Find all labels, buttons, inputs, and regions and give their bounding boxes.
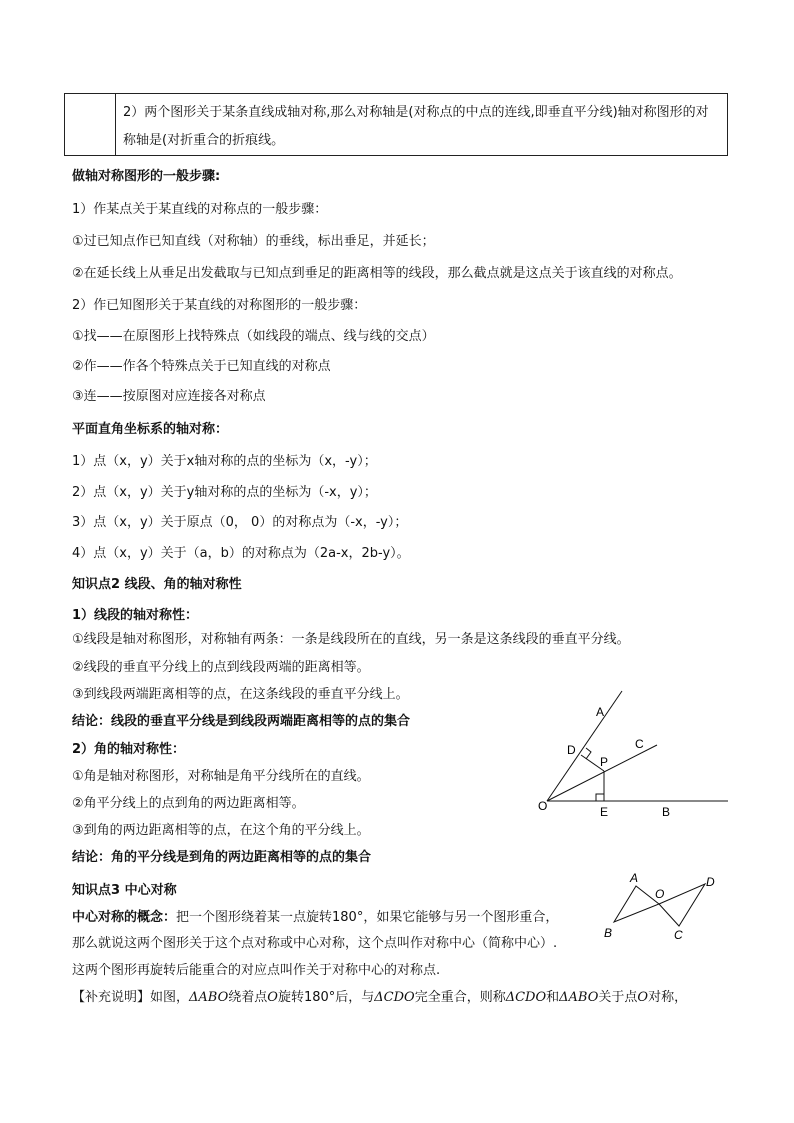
label-c: C xyxy=(635,737,644,751)
angle-bisector-figure xyxy=(530,685,735,825)
segment-item-b: ②线段的垂直平分线上的点到线段两端的距离相等。 xyxy=(72,660,370,675)
label-d: D xyxy=(567,743,576,757)
content-table xyxy=(64,93,728,156)
triangle-cdo: ΔCDO xyxy=(374,990,415,1005)
central-symmetry-figure xyxy=(600,868,725,943)
supplement-text: 对称， xyxy=(648,990,688,1005)
supplement-label: 【补充说明】 xyxy=(72,990,151,1005)
step2-item-b: ②作——作各个特殊点关于已知直线的对称点 xyxy=(72,359,331,374)
ray-oa xyxy=(547,691,622,801)
coord-rule-3: 3）点（x，y）关于原点（0， 0）的对称点为（-x，-y）； xyxy=(72,515,408,530)
coord-rule-1: 1）点（x，y）关于x轴对称的点的坐标为（x，-y）； xyxy=(72,454,377,469)
triangle-abo-shape xyxy=(614,886,659,922)
label-d: D xyxy=(706,875,715,889)
coord-rule-2: 2）点（x，y）关于y轴对称的点的坐标为（-x，y）； xyxy=(72,485,377,500)
label-b: B xyxy=(662,805,671,819)
triangle-abo: ΔABO xyxy=(189,990,229,1005)
coord-rule-4: 4）点（x，y）关于（a，b）的对称点为（2a-x，2b-y）。 xyxy=(72,546,410,561)
label-o: O xyxy=(655,887,665,901)
label-e: E xyxy=(600,805,609,819)
angle-title: 2）角的轴对称性： xyxy=(72,742,186,757)
central-definition-line-2: 那么就说这两个图形关于这个点对称或中心对称，这个点叫作对称中心（简称中心）. xyxy=(72,936,558,951)
step2-item-c: ③连——按原图对应连接各对称点 xyxy=(72,389,266,404)
right-angle-mark-d xyxy=(586,748,591,759)
step1-item-b: ②在延长线上从垂足出发截取与已知点到垂足的距离相等的线段，那么截点就是这点关于该直线的对称点。 xyxy=(72,266,682,281)
label-o: O xyxy=(538,799,548,813)
supplement-text: 关于点 xyxy=(598,990,638,1005)
label-a: A xyxy=(596,705,605,719)
segment-item-a: ①线段是轴对称图形，对称轴有两条：一条是线段所在的直线，另一条是这条线段的垂直平分线。 xyxy=(72,632,630,647)
angle-item-c: ③到角的两边距离相等的点，在这个角的平分线上。 xyxy=(72,823,370,838)
label-c: C xyxy=(674,928,683,942)
right-angle-mark-e xyxy=(596,794,604,801)
segment-item-c: ③到线段两端距离相等的点，在这条线段的垂直平分线上。 xyxy=(72,687,409,702)
central-definition-label: 中心对称的概念： xyxy=(72,910,177,925)
angle-item-b: ②角平分线上的点到角的两边距离相等。 xyxy=(72,796,305,811)
angle-conclusion: 结论：角的平分线是到角的两边距离相等的点的集合 xyxy=(72,850,372,865)
step1-title: 1）作某点关于某直线的对称点的一般步骤： xyxy=(72,202,328,217)
supplement-text: 旋转180°后，与 xyxy=(277,990,375,1005)
supplement-text: 完全重合，则称 xyxy=(414,990,506,1005)
step2-item-a: ①找——在原图形上找特殊点（如线段的端点、线与线的交点） xyxy=(72,329,435,344)
central-definition-text-1: 把一个图形绕着某一点旋转180°，如果它能够与另一个图形重合， xyxy=(176,910,559,925)
label-b: B xyxy=(604,926,613,940)
segment-conclusion: 结论：线段的垂直平分线是到线段两端距离相等的点的集合 xyxy=(72,714,411,729)
triangle-abo: ΔABO xyxy=(559,990,599,1005)
supplement-text: 绕着点 xyxy=(228,990,268,1005)
heading-knowledge-point-3: 知识点3 中心对称 xyxy=(72,883,177,898)
label-a: A xyxy=(630,871,639,885)
table-right-cell: 2）两个图形关于某条直线成轴对称,那么对称轴是(对称点的中点的连线,即垂直平分线)轴对称图形的对称轴是(对折重合的折痕线。 xyxy=(123,105,709,148)
table-left-cell xyxy=(65,94,116,155)
supplement-text: 和 xyxy=(546,990,560,1005)
supplement-text: 如图， xyxy=(150,990,190,1005)
triangle-cdo-shape xyxy=(659,884,705,926)
central-definition-line-3: 这两个图形再旋转后能重合的对应点叫作关于对称中心的对称点. xyxy=(72,963,441,978)
angle-item-a: ①角是轴对称图形，对称轴是角平分线所在的直线。 xyxy=(72,769,370,784)
supplement-note xyxy=(72,986,687,1005)
segment-title: 1）线段的轴对称性： xyxy=(72,608,199,623)
label-p: P xyxy=(600,755,609,769)
heading-general-steps: 做轴对称图形的一般步骤: xyxy=(72,169,221,184)
point-o: O xyxy=(267,990,278,1005)
triangle-cdo: ΔCDO xyxy=(505,990,547,1005)
heading-knowledge-point-2: 知识点2 线段、角的轴对称性 xyxy=(72,577,242,592)
central-definition-line-1 xyxy=(72,906,558,925)
point-o: O xyxy=(637,990,649,1005)
heading-coordinate-symmetry: 平面直角坐标系的轴对称： xyxy=(72,422,229,437)
ray-oc xyxy=(547,745,657,801)
step2-title: 2）作已知图形关于某直线的对称图形的一般步骤： xyxy=(72,298,367,313)
step1-item-a: ①过已知点作已知直线（对称轴）的垂线，标出垂足，并延长； xyxy=(72,234,435,249)
